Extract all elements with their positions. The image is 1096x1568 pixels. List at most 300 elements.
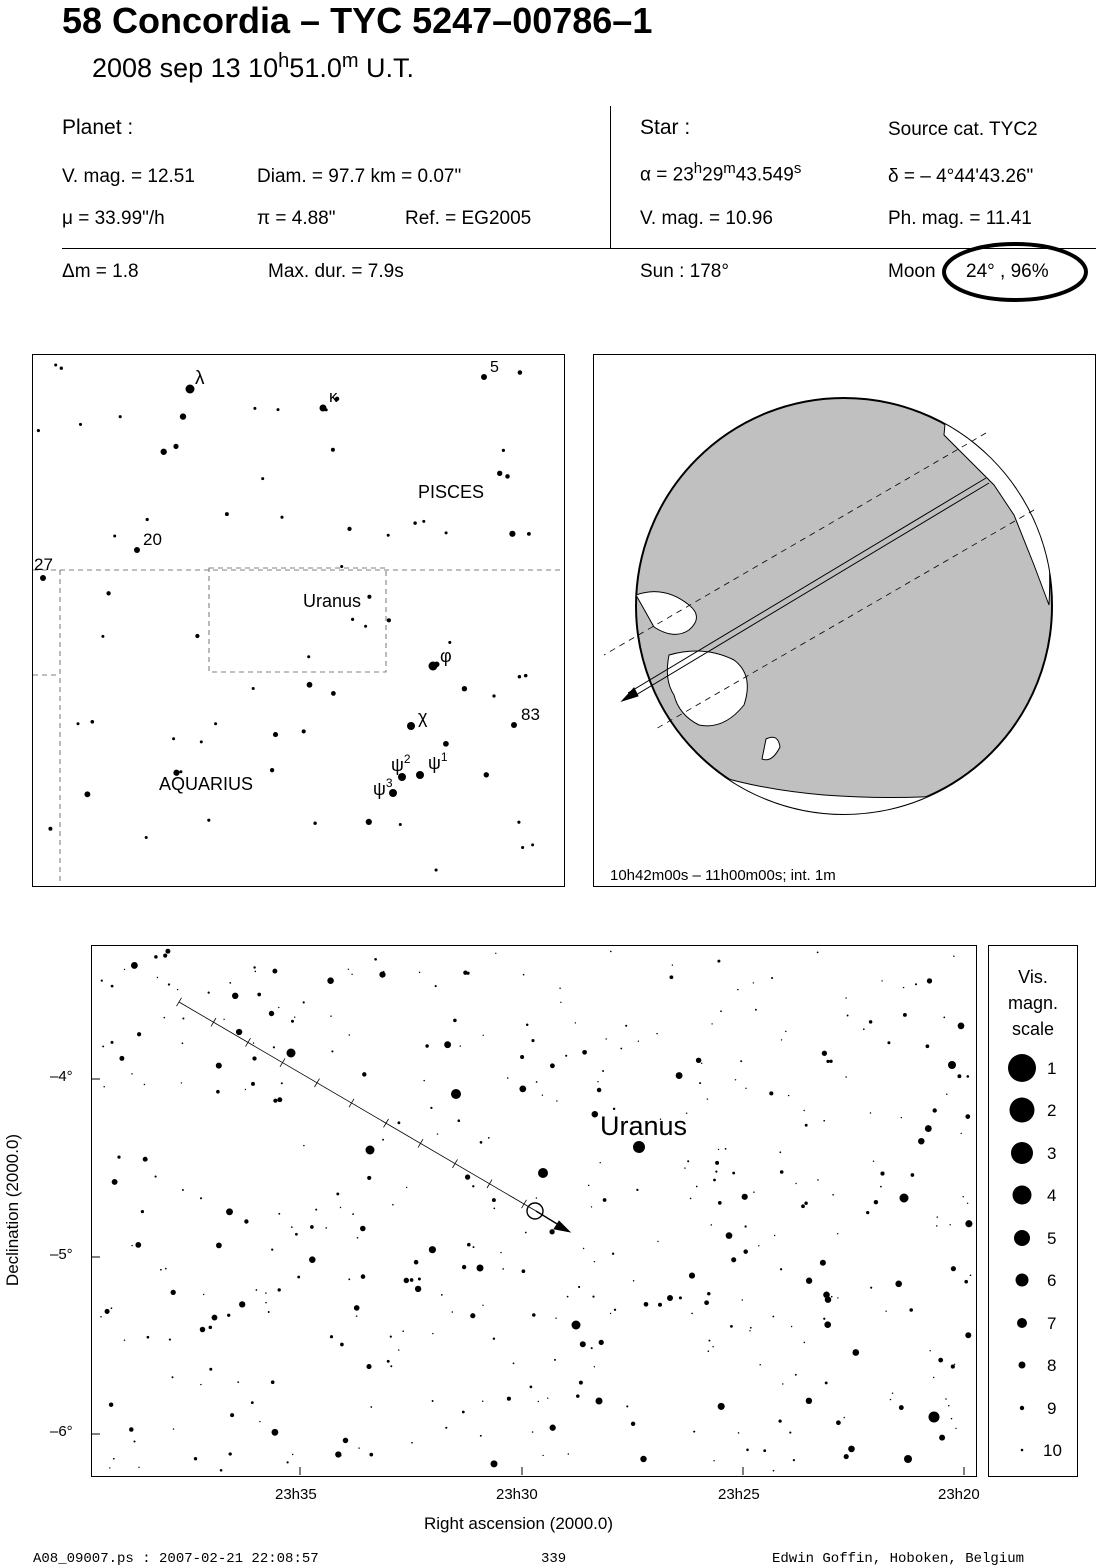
- star: [145, 836, 148, 839]
- label-kappa: κ: [329, 387, 338, 406]
- star: [938, 1358, 943, 1363]
- track-tick: [522, 1200, 527, 1208]
- star: [583, 1248, 584, 1249]
- star: [769, 1091, 773, 1095]
- star: [502, 449, 505, 452]
- star: [836, 1420, 841, 1425]
- scale-label: 10: [1043, 1441, 1062, 1460]
- psi-glyph: ψ: [428, 753, 441, 773]
- star: [684, 1167, 685, 1168]
- star: [367, 595, 371, 599]
- star: [927, 978, 932, 983]
- star: [596, 1398, 603, 1405]
- y-tick-label-6: –6°: [50, 1423, 73, 1440]
- star: [568, 1453, 570, 1455]
- star: [261, 477, 264, 480]
- star: [559, 988, 560, 989]
- star: [829, 1060, 832, 1063]
- star: [77, 722, 80, 725]
- star: [273, 1099, 277, 1103]
- star: [390, 1336, 392, 1338]
- star: [525, 1232, 527, 1234]
- star: [369, 1453, 373, 1457]
- hour-unit: h: [278, 50, 290, 72]
- star: [567, 1296, 569, 1298]
- star: [578, 1286, 580, 1288]
- star: [200, 1327, 206, 1333]
- star: [182, 1017, 184, 1019]
- star: [287, 1049, 296, 1058]
- globe-svg: [594, 355, 1094, 885]
- star: [418, 1278, 421, 1281]
- star: [60, 367, 63, 370]
- star-right-ascension: [640, 160, 801, 186]
- star-20: [134, 547, 140, 553]
- y-axis-label: Declination (2000.0): [3, 1133, 22, 1287]
- star: [360, 1226, 366, 1232]
- star: [281, 1082, 283, 1084]
- star: [936, 1225, 938, 1227]
- star: [780, 1268, 782, 1270]
- star: [432, 1333, 433, 1334]
- ra-seconds: 43.549: [735, 164, 794, 186]
- star: [100, 1316, 102, 1318]
- star-phmag: Ph. mag. = 11.41: [888, 208, 1032, 229]
- star: [658, 1303, 662, 1307]
- detail-star-field: [100, 949, 972, 1472]
- star: [102, 1045, 104, 1047]
- star: [870, 1287, 872, 1289]
- max-duration: Max. dur. = 7.9s: [268, 261, 404, 282]
- star: [521, 846, 524, 849]
- star: [253, 407, 256, 410]
- footer-author: Edwin Goffin, Hoboken, Belgium: [772, 1551, 1025, 1567]
- track-tick: [418, 1139, 423, 1147]
- star: [340, 565, 343, 568]
- star: [232, 993, 238, 999]
- star: [146, 518, 149, 521]
- star: [223, 1019, 224, 1020]
- footer-file-info: A08_09007.ps : 2007-02-21 22:08:57: [33, 1551, 319, 1567]
- star: [538, 1168, 548, 1178]
- star: [575, 1022, 576, 1023]
- star: [103, 1086, 104, 1087]
- star: [791, 1326, 792, 1327]
- globe-time-caption: 10h42m00s – 11h00m00s; int. 1m: [610, 867, 836, 884]
- star: [874, 1200, 878, 1204]
- star: [379, 972, 385, 978]
- star: [848, 1446, 855, 1453]
- star: [366, 1364, 371, 1369]
- star: [327, 977, 334, 984]
- star: [414, 1260, 419, 1265]
- star: [530, 1386, 533, 1389]
- star: [303, 1001, 305, 1003]
- star: [693, 1431, 695, 1433]
- star: [731, 1257, 736, 1262]
- scale-dot-3: [1011, 1142, 1033, 1164]
- star: [718, 1403, 725, 1410]
- label-27: 27: [34, 555, 53, 574]
- star: [209, 1368, 212, 1371]
- star: [387, 1360, 390, 1363]
- star: [480, 1435, 482, 1437]
- star: [965, 1332, 971, 1338]
- track-tick: [177, 998, 182, 1006]
- y-tick-label-5: –5°: [50, 1246, 73, 1263]
- star: [708, 1340, 710, 1342]
- star: [347, 527, 351, 531]
- star: [111, 1307, 113, 1309]
- track-line: [179, 1002, 536, 1211]
- star: [806, 1278, 812, 1284]
- minute-unit: m: [341, 50, 359, 72]
- star: [302, 729, 306, 733]
- scale-label: 8: [1047, 1356, 1057, 1375]
- star: [656, 1033, 658, 1035]
- star: [845, 997, 846, 998]
- star: [453, 1019, 457, 1023]
- star: [307, 682, 313, 688]
- star: [106, 591, 110, 595]
- star: [423, 1080, 424, 1081]
- star: [273, 1046, 275, 1048]
- star: [430, 1107, 432, 1109]
- star: [696, 1058, 701, 1063]
- star: [742, 1299, 743, 1300]
- star: [340, 1343, 344, 1347]
- star: [863, 1028, 865, 1030]
- scale-label: 9: [1047, 1399, 1057, 1418]
- star: [903, 987, 904, 988]
- star: [435, 985, 437, 987]
- track-tick: [487, 1180, 492, 1188]
- star: [230, 1413, 234, 1417]
- star-kappa: [320, 405, 327, 412]
- star: [349, 1034, 351, 1036]
- star: [670, 975, 674, 979]
- constellation-pisces: PISCES: [418, 482, 485, 502]
- star: [493, 1337, 495, 1339]
- star: [740, 1060, 742, 1062]
- star: [330, 1335, 333, 1338]
- star: [744, 1225, 746, 1227]
- star: [746, 1449, 749, 1452]
- star: [137, 1032, 141, 1036]
- star: [817, 1179, 819, 1181]
- star: [147, 1336, 150, 1339]
- star: [964, 1280, 968, 1284]
- label-psi2: [391, 752, 411, 775]
- star: [437, 1133, 438, 1134]
- star: [90, 720, 94, 724]
- star: [933, 1108, 937, 1112]
- star: [169, 1339, 171, 1341]
- scale-label: 4: [1047, 1186, 1057, 1205]
- star: [492, 1198, 496, 1202]
- star: [699, 1082, 701, 1084]
- star: [951, 1266, 956, 1271]
- detail-chart-svg: [92, 946, 975, 1475]
- star-uranus: [633, 1141, 645, 1153]
- star: [801, 1204, 805, 1208]
- star: [229, 1452, 232, 1455]
- detail-chart-panel: [91, 945, 977, 1477]
- star: [392, 1204, 394, 1206]
- star: [172, 1376, 174, 1378]
- star: [216, 1243, 222, 1249]
- star: [592, 1296, 594, 1298]
- star: [472, 1185, 474, 1187]
- star: [448, 641, 451, 644]
- star: [272, 969, 277, 974]
- star: [164, 1017, 166, 1019]
- star: [837, 1297, 838, 1298]
- star: [953, 956, 954, 957]
- star: [929, 1412, 940, 1423]
- star: [287, 1461, 289, 1463]
- star: [755, 1009, 757, 1011]
- star: [182, 1189, 184, 1191]
- star: [429, 1246, 436, 1253]
- detail-uranus-label: Uranus: [600, 1111, 688, 1141]
- star: [488, 1137, 490, 1139]
- star: [435, 868, 438, 871]
- star-source-catalog: Source cat. TYC2: [888, 119, 1038, 140]
- star: [597, 1081, 598, 1082]
- star: [967, 1203, 968, 1204]
- star: [252, 1056, 256, 1060]
- star: [165, 1268, 167, 1270]
- star: [531, 1039, 534, 1042]
- star: [252, 687, 255, 690]
- star: [707, 1292, 710, 1295]
- star: [387, 618, 391, 622]
- star: [133, 1440, 135, 1442]
- star: [672, 964, 673, 965]
- star: [356, 1315, 358, 1317]
- star: [237, 1381, 239, 1383]
- star: [804, 1201, 807, 1204]
- star: [591, 1347, 593, 1349]
- track-tick: [349, 1099, 354, 1107]
- star: [357, 1237, 359, 1239]
- star: [711, 1023, 712, 1024]
- moon-highlight-ellipse: [940, 240, 1092, 304]
- star: [958, 1023, 965, 1030]
- star: [492, 694, 495, 697]
- star: [295, 1233, 298, 1236]
- star: [576, 1394, 580, 1398]
- star: [837, 1233, 838, 1234]
- label-83: 83: [521, 705, 540, 724]
- star: [402, 1330, 404, 1332]
- star: [531, 843, 534, 846]
- scale-dot-7: [1017, 1318, 1027, 1328]
- star: [612, 1253, 614, 1255]
- star: [610, 951, 612, 953]
- star: [939, 1435, 945, 1441]
- star: [614, 1309, 616, 1311]
- star: [745, 1088, 746, 1089]
- star: [278, 1213, 280, 1215]
- star: [951, 1365, 955, 1369]
- star: [367, 1176, 371, 1180]
- star: [580, 1341, 586, 1347]
- star: [795, 1183, 796, 1184]
- axis-ticks: [92, 1079, 964, 1475]
- star: [253, 1042, 254, 1043]
- star-declination: δ = – 4°44'43.26": [888, 166, 1034, 187]
- star: [165, 949, 170, 954]
- star: [269, 1011, 274, 1016]
- star: [144, 1084, 145, 1085]
- star: [331, 1050, 333, 1052]
- star: [422, 520, 425, 523]
- star: [181, 1082, 182, 1083]
- star: [425, 1044, 429, 1048]
- star: [207, 819, 210, 822]
- scale-dot-2: [1010, 1098, 1035, 1123]
- star: [822, 1051, 827, 1056]
- star-phi: [429, 662, 438, 671]
- scale-svg: [989, 946, 1077, 1475]
- star-27: [40, 575, 46, 581]
- star: [707, 1098, 708, 1099]
- star: [817, 952, 819, 954]
- star: [966, 1075, 969, 1078]
- star: [509, 531, 515, 537]
- star: [657, 1241, 658, 1242]
- label-20: 20: [143, 530, 162, 549]
- star: [594, 1261, 595, 1262]
- track-tick: [211, 1018, 216, 1026]
- star: [887, 1041, 890, 1044]
- star: [109, 1467, 110, 1468]
- star: [957, 1074, 961, 1078]
- star: [291, 1226, 293, 1228]
- star-heading: Star :: [640, 116, 691, 139]
- star: [805, 1124, 808, 1127]
- star: [310, 1225, 314, 1229]
- star: [847, 1015, 849, 1017]
- star: [154, 955, 158, 959]
- star: [527, 532, 531, 536]
- star: [519, 1086, 526, 1093]
- star: [195, 634, 199, 638]
- star: [903, 1013, 907, 1017]
- scale-dot-5: [1014, 1230, 1030, 1246]
- star: [143, 1157, 148, 1162]
- star: [720, 1010, 722, 1012]
- star: [759, 1364, 761, 1366]
- minutes-text: 51.0: [289, 53, 342, 83]
- delta-magnitude: Δm = 1.8: [62, 261, 139, 282]
- finder-chart-svg: [33, 355, 563, 885]
- star: [789, 1432, 791, 1434]
- star: [399, 823, 402, 826]
- star: [626, 1405, 628, 1407]
- star: [271, 1380, 275, 1384]
- star: [374, 958, 377, 961]
- star: [463, 971, 467, 975]
- star: [245, 1089, 246, 1090]
- x-tick-label-23h25: 23h25: [718, 1486, 760, 1503]
- star: [124, 1340, 125, 1341]
- star: [843, 1417, 845, 1419]
- star: [129, 1427, 134, 1432]
- star: [825, 1296, 831, 1302]
- star: [410, 1278, 414, 1282]
- star: [411, 1442, 413, 1444]
- star: [119, 1056, 124, 1061]
- star: [79, 423, 82, 426]
- star: [735, 1079, 736, 1080]
- star: [277, 1097, 282, 1102]
- track-tick: [453, 1159, 458, 1167]
- finder-labeled-stars: [40, 374, 517, 797]
- star: [526, 1024, 529, 1027]
- star: [465, 1174, 470, 1179]
- star: [965, 1114, 970, 1119]
- psi1-sup: 1: [440, 750, 448, 764]
- star: [177, 989, 178, 990]
- star: [444, 1041, 451, 1048]
- globe-panel: [593, 354, 1096, 887]
- star: [782, 1383, 783, 1384]
- x-axis-label: Right ascension (2000.0): [424, 1514, 614, 1533]
- star: [880, 1172, 884, 1176]
- star: [532, 1313, 536, 1317]
- planet-reference: Ref. = EG2005: [405, 208, 532, 229]
- star: [899, 1405, 904, 1410]
- star: [214, 722, 217, 725]
- path-direction-arrow: [622, 688, 638, 701]
- star: [676, 1072, 683, 1079]
- star: [592, 1111, 599, 1118]
- star: [330, 1015, 332, 1017]
- star: [517, 821, 520, 824]
- star: [351, 618, 354, 621]
- star: [929, 1350, 930, 1351]
- star: [467, 1243, 471, 1247]
- magnitude-scale-panel: [988, 945, 1078, 1477]
- star: [309, 1256, 316, 1263]
- star: [633, 1280, 635, 1282]
- star: [689, 1273, 695, 1279]
- star: [37, 429, 40, 432]
- star: [180, 413, 186, 419]
- star: [253, 966, 255, 968]
- star: [870, 1112, 871, 1113]
- star: [554, 1359, 556, 1361]
- scale-title-line: magn.: [1007, 993, 1059, 1013]
- star: [542, 1095, 543, 1096]
- star: [550, 1063, 555, 1068]
- detail-field-box: [209, 568, 386, 672]
- star: [212, 1315, 218, 1321]
- star: [294, 1016, 295, 1017]
- star: [880, 1186, 882, 1188]
- star: [493, 1208, 495, 1210]
- star: [172, 737, 175, 740]
- star: [482, 1400, 483, 1401]
- star: [951, 1418, 953, 1420]
- star: [538, 1401, 539, 1402]
- star: [335, 1451, 341, 1457]
- scale-title-line: Vis.: [1018, 967, 1048, 987]
- constellation-boundaries: [33, 568, 563, 885]
